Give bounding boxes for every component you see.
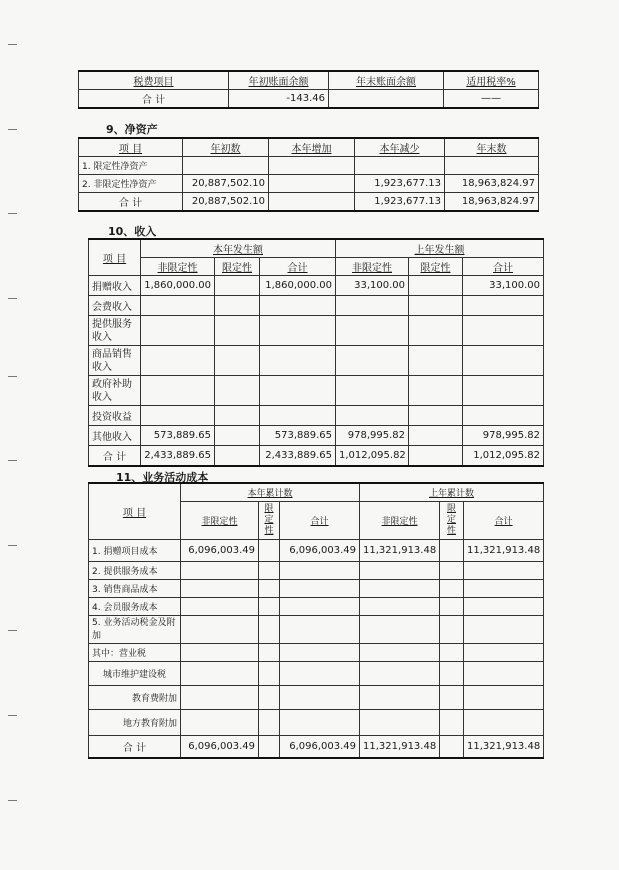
cost-cell: 6,096,003.49 xyxy=(280,540,360,562)
table-row xyxy=(89,446,544,466)
cost-row-label: 教育费附加 xyxy=(89,686,181,710)
cost-cell xyxy=(360,562,440,580)
cost-cell xyxy=(464,562,544,580)
cost-header-prior: 上年累计数 xyxy=(360,483,544,502)
income-cell xyxy=(215,446,260,466)
cost-sub-header: 合计 xyxy=(464,502,544,540)
margin-mark xyxy=(8,630,17,631)
income-row-label: 提供服务收入 xyxy=(89,316,141,346)
income-cell: 573,889.65 xyxy=(260,426,336,446)
income-row-label: 投资收益 xyxy=(89,406,141,426)
cost-row-label: 其中：营业税 xyxy=(89,644,181,662)
income-cell xyxy=(141,346,215,376)
margin-mark xyxy=(8,376,17,377)
income-cell xyxy=(336,316,409,346)
income-cell xyxy=(409,446,463,466)
income-cell: 978,995.82 xyxy=(463,426,544,446)
income-sub-header: 非限定性 xyxy=(336,258,409,276)
cost-sub-header: 合计 xyxy=(280,502,360,540)
tax-table xyxy=(78,70,539,109)
cost-cell xyxy=(440,562,464,580)
income-cell xyxy=(409,316,463,346)
table-row xyxy=(89,376,544,406)
cost-row-label: 地方教育附加 xyxy=(89,710,181,736)
cost-cell xyxy=(464,644,544,662)
cost-cell xyxy=(360,580,440,598)
margin-mark xyxy=(8,129,17,130)
cost-row-label: 合 计 xyxy=(89,736,181,758)
tax-header-end: 年末账面余额 xyxy=(329,71,444,90)
cost-cell xyxy=(181,616,259,644)
na-row-decrease: 1,923,677.13 xyxy=(355,175,445,193)
cost-cell xyxy=(181,562,259,580)
income-cell: 33,100.00 xyxy=(463,276,544,296)
table-row xyxy=(89,406,544,426)
cost-cell xyxy=(440,710,464,736)
income-cell xyxy=(409,426,463,446)
income-cell xyxy=(141,296,215,316)
cost-cell xyxy=(259,598,280,616)
cost-cell: 6,096,003.49 xyxy=(181,736,259,758)
cost-row-label: 5. 业务活动税金及附加 xyxy=(89,616,181,644)
cost-cell xyxy=(259,736,280,758)
cost-cell xyxy=(280,580,360,598)
cost-cell xyxy=(181,662,259,686)
cost-header-current: 本年累计数 xyxy=(181,483,360,502)
income-cell: 2,433,889.65 xyxy=(141,446,215,466)
income-cell xyxy=(409,346,463,376)
income-cell xyxy=(260,376,336,406)
income-cell xyxy=(409,376,463,406)
tax-header-rate: 适用税率% xyxy=(444,71,539,90)
cost-cell xyxy=(464,662,544,686)
income-cell xyxy=(463,406,544,426)
cost-cell xyxy=(181,598,259,616)
margin-mark xyxy=(8,298,17,299)
cost-row-label: 1. 捐赠项目成本 xyxy=(89,540,181,562)
income-cell xyxy=(215,406,260,426)
table-row xyxy=(89,562,544,580)
income-row-label: 合 计 xyxy=(89,446,141,466)
na-row-increase xyxy=(269,157,355,175)
tax-total-label: 合 计 xyxy=(79,90,229,109)
cost-cell xyxy=(464,710,544,736)
margin-mark xyxy=(8,460,17,461)
cost-cell xyxy=(280,662,360,686)
income-table xyxy=(88,238,544,467)
margin-mark xyxy=(8,44,17,45)
income-cell: 1,860,000.00 xyxy=(141,276,215,296)
cost-cell: 11,321,913.48 xyxy=(464,736,544,758)
table-row xyxy=(89,598,544,616)
cost-cell xyxy=(464,686,544,710)
cost-cell xyxy=(259,616,280,644)
income-header-prior: 上年发生额 xyxy=(336,239,544,258)
income-sub-header: 限定性 xyxy=(409,258,463,276)
table-row xyxy=(79,193,539,212)
na-row-increase xyxy=(269,193,355,212)
income-sub-header: 限定性 xyxy=(215,258,260,276)
income-cell xyxy=(409,406,463,426)
cost-cell xyxy=(181,686,259,710)
net-assets-title: 9、净资产 xyxy=(106,123,158,136)
margin-mark xyxy=(8,213,17,214)
income-cell xyxy=(336,296,409,316)
table-row xyxy=(79,157,539,175)
income-cell xyxy=(336,406,409,426)
na-header-item: 项 目 xyxy=(79,138,183,157)
table-row xyxy=(89,662,544,686)
table-row xyxy=(79,175,539,193)
income-cell xyxy=(463,316,544,346)
income-cell xyxy=(260,296,336,316)
table-row xyxy=(89,426,544,446)
cost-cell xyxy=(259,662,280,686)
income-cell: 1,012,095.82 xyxy=(463,446,544,466)
business-cost-table xyxy=(88,482,544,759)
cost-cell xyxy=(440,540,464,562)
income-cell xyxy=(215,346,260,376)
income-cell xyxy=(215,296,260,316)
cost-cell xyxy=(259,540,280,562)
income-row-label: 会费收入 xyxy=(89,296,141,316)
tax-total-begin: -143.46 xyxy=(229,90,329,109)
net-assets-table xyxy=(78,137,539,212)
table-row xyxy=(89,316,544,346)
cost-cell: 11,321,913.48 xyxy=(360,736,440,758)
tax-header-begin: 年初账面余额 xyxy=(229,71,329,90)
income-sub-header: 合计 xyxy=(260,258,336,276)
cost-cell xyxy=(464,598,544,616)
cost-cell xyxy=(360,710,440,736)
cost-cell xyxy=(360,644,440,662)
na-row-label: 2. 非限定性净资产 xyxy=(79,175,183,193)
income-cell xyxy=(336,346,409,376)
cost-cell xyxy=(259,710,280,736)
cost-cell xyxy=(360,616,440,644)
tax-total-rate: —— xyxy=(444,90,539,109)
cost-cell xyxy=(259,580,280,598)
cost-cell xyxy=(259,686,280,710)
table-row xyxy=(89,540,544,562)
cost-cell xyxy=(181,644,259,662)
tax-header-item: 税费项目 xyxy=(79,71,229,90)
cost-sub-header: 非限定性 xyxy=(181,502,259,540)
margin-mark xyxy=(8,545,17,546)
na-header-decrease: 本年减少 xyxy=(355,138,445,157)
na-row-end: 18,963,824.97 xyxy=(445,175,539,193)
income-row-label: 其他收入 xyxy=(89,426,141,446)
income-cell xyxy=(141,376,215,406)
cost-cell xyxy=(181,580,259,598)
cost-cell xyxy=(440,616,464,644)
income-header-item: 项 目 xyxy=(89,239,141,276)
na-row-begin: 20,887,502.10 xyxy=(183,175,269,193)
cost-cell xyxy=(440,662,464,686)
income-row-label: 商品销售收入 xyxy=(89,346,141,376)
income-cell xyxy=(141,406,215,426)
table-row xyxy=(89,580,544,598)
cost-row-label: 3. 销售商品成本 xyxy=(89,580,181,598)
cost-cell xyxy=(360,686,440,710)
cost-cell xyxy=(280,710,360,736)
income-cell: 2,433,889.65 xyxy=(260,446,336,466)
cost-cell xyxy=(440,644,464,662)
cost-sub-header: 限定性 xyxy=(440,502,464,540)
income-cell xyxy=(463,376,544,406)
cost-cell xyxy=(259,562,280,580)
cost-cell xyxy=(259,644,280,662)
table-row xyxy=(89,710,544,736)
income-cell: 1,860,000.00 xyxy=(260,276,336,296)
income-cell xyxy=(260,406,336,426)
income-cell xyxy=(409,296,463,316)
table-row xyxy=(89,346,544,376)
cost-cell xyxy=(181,710,259,736)
na-row-end: 18,963,824.97 xyxy=(445,193,539,212)
income-row-label: 捐赠收入 xyxy=(89,276,141,296)
na-row-increase xyxy=(269,175,355,193)
cost-cell xyxy=(280,562,360,580)
na-row-label: 合 计 xyxy=(79,193,183,212)
cost-cell xyxy=(440,736,464,758)
cost-sub-header: 非限定性 xyxy=(360,502,440,540)
cost-cell xyxy=(440,686,464,710)
margin-mark xyxy=(8,800,17,801)
business-cost-title: 11、业务活动成本 xyxy=(116,471,209,484)
income-cell xyxy=(260,316,336,346)
na-row-decrease xyxy=(355,157,445,175)
cost-cell xyxy=(280,644,360,662)
cost-cell xyxy=(440,598,464,616)
income-cell: 978,995.82 xyxy=(336,426,409,446)
table-row xyxy=(89,296,544,316)
na-row-begin xyxy=(183,157,269,175)
table-row xyxy=(89,644,544,662)
cost-sub-header: 限定性 xyxy=(259,502,280,540)
na-header-begin: 年初数 xyxy=(183,138,269,157)
income-sub-header: 合计 xyxy=(463,258,544,276)
cost-cell: 11,321,913.48 xyxy=(360,540,440,562)
cost-cell xyxy=(440,580,464,598)
income-cell xyxy=(141,316,215,346)
margin-mark xyxy=(8,715,17,716)
income-cell xyxy=(215,426,260,446)
income-header-current: 本年发生额 xyxy=(141,239,336,258)
cost-header-item: 项 目 xyxy=(89,483,181,540)
income-cell xyxy=(409,276,463,296)
table-row xyxy=(89,686,544,710)
cost-cell xyxy=(360,598,440,616)
cost-cell xyxy=(464,616,544,644)
cost-cell xyxy=(280,598,360,616)
cost-cell xyxy=(464,580,544,598)
na-row-decrease: 1,923,677.13 xyxy=(355,193,445,212)
income-cell xyxy=(260,346,336,376)
table-row xyxy=(89,616,544,644)
income-cell xyxy=(215,276,260,296)
income-cell xyxy=(463,296,544,316)
cost-cell xyxy=(280,616,360,644)
income-cell xyxy=(463,346,544,376)
cost-cell: 11,321,913.48 xyxy=(464,540,544,562)
na-header-increase: 本年增加 xyxy=(269,138,355,157)
income-cell: 1,012,095.82 xyxy=(336,446,409,466)
income-title: 10、收入 xyxy=(108,225,157,238)
tax-total-end xyxy=(329,90,444,109)
cost-cell: 6,096,003.49 xyxy=(181,540,259,562)
cost-row-label: 城市维护建设税 xyxy=(89,662,181,686)
table-row xyxy=(89,276,544,296)
income-sub-header: 非限定性 xyxy=(141,258,215,276)
na-row-end xyxy=(445,157,539,175)
income-cell: 33,100.00 xyxy=(336,276,409,296)
income-cell: 573,889.65 xyxy=(141,426,215,446)
na-row-begin: 20,887,502.10 xyxy=(183,193,269,212)
income-cell xyxy=(336,376,409,406)
cost-cell xyxy=(280,686,360,710)
income-cell xyxy=(215,316,260,346)
cost-cell: 6,096,003.49 xyxy=(280,736,360,758)
na-header-end: 年末数 xyxy=(445,138,539,157)
cost-row-label: 2. 提供服务成本 xyxy=(89,562,181,580)
table-row xyxy=(89,736,544,758)
cost-row-label: 4. 会员服务成本 xyxy=(89,598,181,616)
income-cell xyxy=(215,376,260,406)
income-row-label: 政府补助收入 xyxy=(89,376,141,406)
na-row-label: 1. 限定性净资产 xyxy=(79,157,183,175)
cost-cell xyxy=(360,662,440,686)
